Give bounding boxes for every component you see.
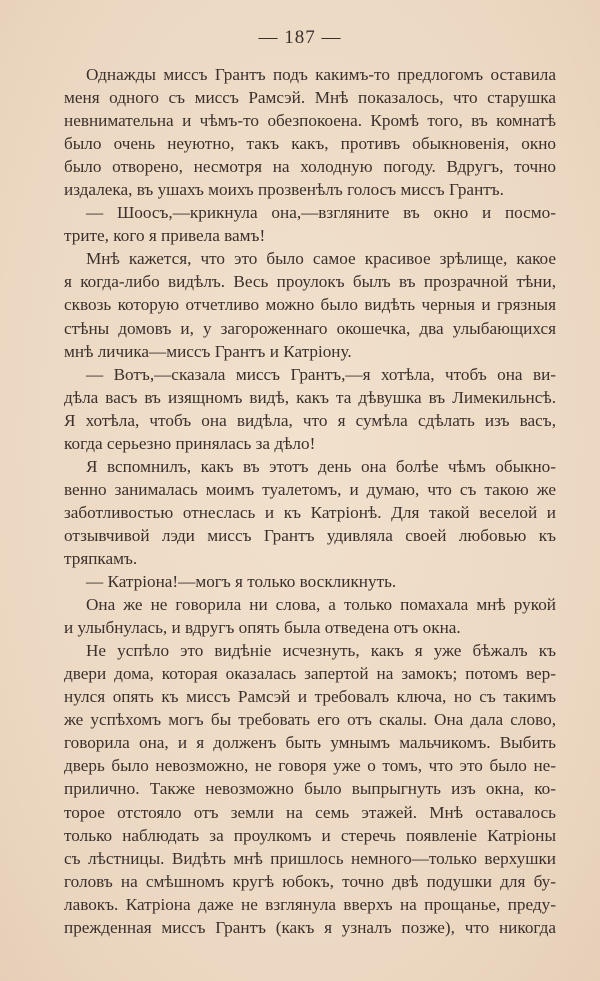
text-line: и улыбнулась, и вдругъ опять была отведена отъ окна. [64,618,461,638]
text-line: Мнѣ кажется, что это было самое красивое зрѣлище, какое [86,249,556,269]
text-line: издалека, въ ушахъ моихъ прозвенѣлъ голосъ миссъ Грантъ. [64,180,504,200]
text-line: — Катріона!—могъ я только воскликнуть. [86,572,397,592]
text-line: трите, кого я привела вамъ! [64,226,266,246]
text-line: меня одного съ миссъ Рамсэй. Мнѣ показалось, что старушка [64,88,556,108]
text-line: было отворено, несмотря на холодную погоду. Вдругъ, точно [64,157,556,177]
text-line: торое отстояло отъ земли на семь этажей. Мнѣ оставалось [64,802,556,822]
paragraph [64,455,556,570]
text-line: венно занималась моимъ туалетомъ, и думаю, что съ такою же [64,479,556,499]
text-line: прилично. Также невозможно было выпрыгнуть изъ окна, ко- [64,779,556,799]
text-line: головъ на смѣшномъ кругѣ юбокъ, точно двѣ подушки для бу- [64,871,556,891]
text-line: дверь было невозможно, не говоря уже о томъ, что это было не- [64,756,556,776]
text-line: отзывчивой лэди миссъ Грантъ удивляла своей любовью къ [64,525,556,545]
text-line: было очень неуютно, такъ какъ, противъ обыкновенія, окно [64,134,556,154]
text-line: Я хотѣла, чтобъ она видѣла, что я сумѣла сдѣлать изъ васъ, [64,410,556,430]
paragraph [64,201,556,247]
paragraph [64,639,556,939]
text-line: же успѣхомъ могъ бы требовать его отъ скалы. Она дала слово, [64,710,556,730]
text-line: — Шоосъ,—крикнула она,—взгляните въ окно и посмо- [86,203,556,223]
text-line: лавокъ. Катріона даже не взглянула вверхъ на прощанье, преду- [64,894,556,914]
text-line: когда серьезно принялась за дѣло! [64,433,316,453]
text-line: прежденная миссъ Грантъ (какъ я узналъ позже), что никогда [64,917,556,937]
paragraph [64,247,556,362]
text-line: Не успѣло это видѣніе исчезнуть, какъ я уже бѣжалъ къ [86,641,556,661]
text-line: только наблюдать за проулкомъ и стеречь появленіе Катріоны [64,825,556,845]
text-line: мнѣ личика—миссъ Грантъ и Катріону. [64,341,352,361]
text-line: дѣла васъ въ изящномъ видѣ, какъ та дѣвушка въ Лимекильнсѣ. [64,387,556,407]
text-line: стѣны домовъ и, у загороженнаго окошечка, два улыбающихся [64,318,556,338]
page-text [64,63,556,939]
paragraph [64,363,556,455]
text-line: говорила она, и я долженъ быть умнымъ мальчикомъ. Выбить [64,733,556,753]
text-line: невнимательна и чѣмъ-то обезпокоена. Кромѣ того, въ комнатѣ [64,111,556,131]
text-line: сквозь которую отчетливо можно было видѣть черныя и грязныя [64,295,556,315]
paragraph [64,570,556,593]
text-line: — Вотъ,—сказала миссъ Грантъ,—я хотѣла, чтобъ она ви- [86,364,556,384]
text-line: тряпкамъ. [64,548,138,568]
text-line: я когда-либо видѣлъ. Весь проулокъ былъ въ прозрачной тѣни, [64,272,556,292]
paragraph [64,63,556,201]
page-number: — 187 — [258,27,342,48]
text-line: съ лѣстницы. Видѣть мнѣ пришлось немного—только верхушки [64,848,556,868]
text-line: Однажды миссъ Грантъ подъ какимъ-то предлогомъ оставила [86,65,556,84]
text-line: нулся опять къ миссъ Рамсэй и требовалъ ключа, но съ такимъ [64,687,556,707]
text-line: Я вспомнилъ, какъ въ этотъ день она болѣе чѣмъ обыкно- [86,456,556,476]
text-line: Она же не говорила ни слова, а только помахала мнѣ рукой [86,595,556,615]
paragraph [64,593,556,639]
text-line: заботливостью отнеслась и къ Катріонѣ. Для такой веселой и [64,502,556,522]
text-line: двери дома, которая оказалась запертой на замокъ; потомъ вер- [64,664,556,684]
